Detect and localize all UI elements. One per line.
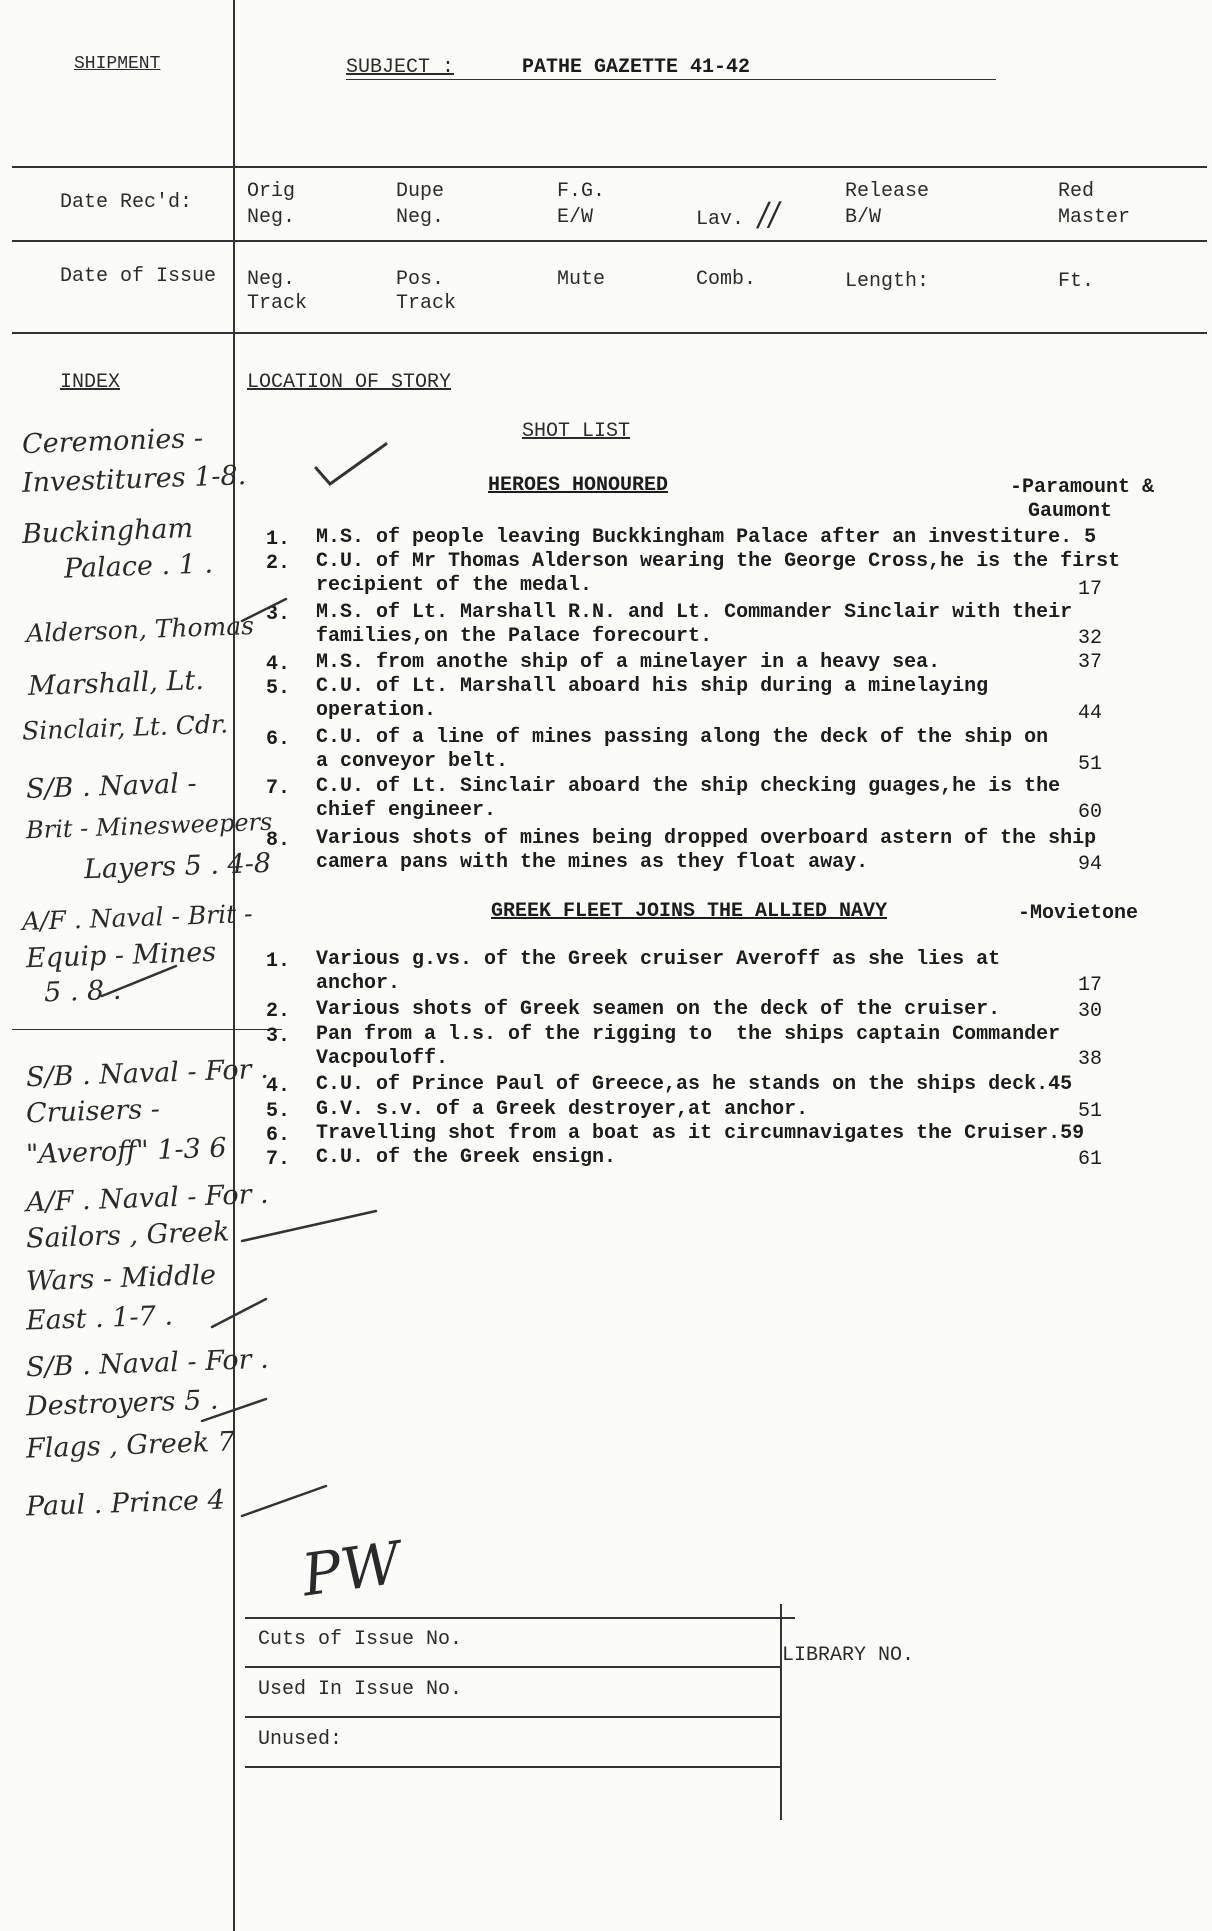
- release-label-2: B/W: [845, 206, 882, 229]
- hand-index-entry: Sinclair, Lt. Cdr.: [21, 709, 229, 746]
- s1-item-text: C.U. of a line of mines passing along the deck of the ship on: [316, 726, 1049, 749]
- s2-item-text: Various shots of Greek seamen on the deck of the cruiser.: [316, 998, 1001, 1021]
- s2-item-ft: 30: [1078, 1000, 1103, 1023]
- story1-source-1: -Paramount &: [1010, 476, 1155, 499]
- red-master-label-1: Red: [1058, 180, 1095, 203]
- s2-item-num: 1.: [266, 950, 291, 973]
- footer-rule-cuts: [245, 1666, 780, 1668]
- s1-item-ft: 60: [1078, 801, 1103, 824]
- s1-item-text: M.S. from anothe ship of a minelayer in a heavy sea.: [316, 651, 941, 674]
- s1-item-ft: 17: [1078, 578, 1103, 601]
- s2-item-ft: 17: [1078, 974, 1103, 997]
- s2-item-num: 3.: [266, 1025, 291, 1048]
- s2-item-text: Vacpouloff.: [316, 1047, 449, 1070]
- date-recd-label: Date Rec'd:: [60, 191, 193, 214]
- s1-item-ft: 94: [1078, 853, 1103, 876]
- hand-index-entry: S/B . Naval -: [25, 768, 198, 805]
- s1-item-text: families,on the Palace forecourt.: [316, 625, 713, 648]
- pos-track-label-2: Track: [396, 292, 457, 315]
- used-in-issue-label: Used In Issue No.: [258, 1678, 463, 1701]
- orig-neg-label-1: Orig: [247, 180, 296, 203]
- hand-index-entry: S/B . Naval - For .: [25, 1053, 270, 1094]
- s2-item-num: 6.: [266, 1124, 291, 1147]
- tick-stroke-icon: [240, 1480, 330, 1520]
- hand-index-entry: "Averoff" 1-3 6: [25, 1132, 228, 1171]
- hand-index-entry: Layers 5 . 4-8: [83, 847, 272, 886]
- s2-item-ft: 38: [1078, 1048, 1103, 1071]
- lav-handwritten-mark: //: [757, 194, 781, 234]
- s1-item-num: 5.: [266, 677, 291, 700]
- lav-label: Lav.: [696, 208, 745, 231]
- s1-item-num: 2.: [266, 552, 291, 575]
- hand-index-entry: Flags , Greek 7: [25, 1426, 236, 1465]
- s1-item-text: Various shots of mines being dropped overboard astern of the ship: [316, 827, 1097, 850]
- s2-item-text: C.U. of the Greek ensign.: [316, 1146, 617, 1169]
- cuts-of-issue-label: Cuts of Issue No.: [258, 1628, 463, 1651]
- location-of-story-label: LOCATION OF STORY: [247, 371, 452, 394]
- length-label: Length:: [845, 270, 930, 293]
- mute-label: Mute: [557, 268, 606, 291]
- red-master-label-2: Master: [1058, 206, 1131, 229]
- pos-track-label-1: Pos.: [396, 268, 445, 291]
- s1-item-text: M.S. of people leaving Buckkingham Palace after an investiture. 5: [316, 526, 1097, 549]
- s1-item-text: a conveyor belt.: [316, 750, 509, 773]
- subject-underline: [346, 79, 996, 80]
- s1-item-num: 8.: [266, 829, 291, 852]
- dupe-neg-label-1: Dupe: [396, 180, 445, 203]
- s1-item-text: recipient of the medal.: [316, 574, 593, 597]
- hand-index-entry: A/F . Naval - For .: [25, 1178, 270, 1219]
- hand-index-entry: A/F . Naval - Brit -: [21, 898, 254, 937]
- story2-source: -Movietone: [1018, 902, 1139, 925]
- hand-index-entry: Paul . Prince 4: [25, 1484, 226, 1523]
- dupe-neg-label-2: Neg.: [396, 206, 445, 229]
- hand-index-entry: Destroyers 5 .: [25, 1384, 219, 1423]
- index-label: INDEX: [60, 371, 121, 394]
- s1-item-text: camera pans with the mines as they float away.: [316, 851, 869, 874]
- s2-item-num: 4.: [266, 1075, 291, 1098]
- story2-title: GREEK FLEET JOINS THE ALLIED NAVY: [491, 900, 888, 923]
- s1-item-num: 4.: [266, 653, 291, 676]
- fg-label-1: F.G.: [557, 180, 606, 203]
- s1-item-ft: 51: [1078, 753, 1103, 776]
- footer-divider: [780, 1604, 782, 1820]
- s1-item-num: 6.: [266, 728, 291, 751]
- left-margin-rule: [233, 0, 235, 1931]
- tick-stroke-icon: [240, 595, 290, 625]
- s1-item-text: C.U. of Lt. Marshall aboard his ship during a minelaying: [316, 675, 989, 698]
- s2-item-ft: 51: [1078, 1100, 1103, 1123]
- hand-index-entry: Sailors , Greek: [25, 1216, 230, 1255]
- neg-track-label-1: Neg.: [247, 268, 296, 291]
- s2-item-text: Pan from a l.s. of the rigging to the ships captain Commander: [316, 1023, 1061, 1046]
- s1-item-ft: 44: [1078, 702, 1103, 725]
- fg-label-2: E/W: [557, 206, 594, 229]
- s2-item-text: G.V. s.v. of a Greek destroyer,at anchor.: [316, 1098, 809, 1121]
- s1-item-num: 1.: [266, 528, 291, 551]
- hand-index-entry: Ceremonies -: [21, 422, 204, 461]
- s2-item-text: Various g.vs. of the Greek cruiser Averoff as she lies at: [316, 948, 1001, 971]
- shipment-label: SHIPMENT: [74, 54, 161, 74]
- s2-item-num: 5.: [266, 1100, 291, 1123]
- unused-label: Unused:: [258, 1728, 343, 1751]
- hand-index-entry: Investitures 1-8.: [21, 460, 247, 499]
- tick-stroke-icon: [200, 1395, 270, 1425]
- initials-signature: PW: [297, 1528, 405, 1610]
- shot-list-label: SHOT LIST: [522, 420, 631, 443]
- hand-index-entry: Equip - Mines: [25, 936, 217, 975]
- hand-index-entry: Alderson, Thomas: [25, 611, 255, 648]
- header-rule-2: [12, 240, 1207, 242]
- orig-neg-label-2: Neg.: [247, 206, 296, 229]
- s1-item-text: C.U. of Lt. Sinclair aboard the ship checking guages,he is the: [316, 775, 1061, 798]
- story1-source-2: Gaumont: [1028, 500, 1113, 523]
- header-rule-1: [12, 166, 1207, 168]
- hand-index-entry: Buckingham: [21, 513, 194, 550]
- story1-title: HEROES HONOURED: [488, 474, 669, 497]
- comb-label: Comb.: [696, 268, 757, 291]
- check-mark-icon: [312, 440, 392, 490]
- s2-item-num: 2.: [266, 1000, 291, 1023]
- library-no-label: LIBRARY NO.: [782, 1644, 915, 1667]
- footer-rule-unused: [245, 1766, 780, 1768]
- s1-item-text: operation.: [316, 699, 437, 722]
- s1-item-ft: 32: [1078, 627, 1103, 650]
- release-label-1: Release: [845, 180, 930, 203]
- subject-label: SUBJECT :: [346, 56, 455, 79]
- hand-index-entry: S/B . Naval - For .: [25, 1343, 270, 1384]
- s2-item-text: C.U. of Prince Paul of Greece,as he stands on the ships deck.45: [316, 1073, 1073, 1096]
- hand-index-entry: East . 1-7 .: [25, 1300, 174, 1337]
- footer-rule-top: [245, 1617, 795, 1619]
- s2-item-text: anchor.: [316, 972, 401, 995]
- subject-value: PATHE GAZETTE 41-42: [522, 56, 751, 79]
- neg-track-label-2: Track: [247, 292, 308, 315]
- hand-index-entry: Brit - Minesweepers: [25, 807, 273, 845]
- s2-item-ft: 61: [1078, 1148, 1103, 1171]
- hand-index-entry: Marshall, Lt.: [27, 664, 205, 703]
- hand-index-entry: Cruisers -: [25, 1093, 161, 1130]
- tick-stroke-icon: [240, 1205, 380, 1245]
- header-rule-3: [12, 332, 1207, 334]
- ft-label: Ft.: [1058, 270, 1095, 293]
- hand-index-entry: Palace . 1 .: [63, 548, 214, 585]
- s1-item-num: 7.: [266, 777, 291, 800]
- s2-item-num: 7.: [266, 1148, 291, 1171]
- index-divider-rule: [12, 1029, 282, 1030]
- s1-item-text: C.U. of Mr Thomas Alderson wearing the George Cross,he is the first: [316, 550, 1121, 573]
- s1-item-text: chief engineer.: [316, 799, 497, 822]
- tick-stroke-icon: [210, 1295, 270, 1331]
- s1-item-text: M.S. of Lt. Marshall R.N. and Lt. Commander Sinclair with their: [316, 601, 1073, 624]
- tick-stroke-icon: [100, 960, 180, 1000]
- date-of-issue-label: Date of Issue: [60, 265, 217, 288]
- s1-item-ft: 37: [1078, 651, 1103, 674]
- footer-rule-used: [245, 1716, 780, 1718]
- hand-index-entry: 5 . 8 .: [43, 974, 122, 1009]
- s1-item-num: 3.: [266, 603, 291, 626]
- s2-item-text: Travelling shot from a boat as it circumnavigates the Cruiser.59: [316, 1122, 1085, 1145]
- hand-index-entry: Wars - Middle: [25, 1259, 217, 1298]
